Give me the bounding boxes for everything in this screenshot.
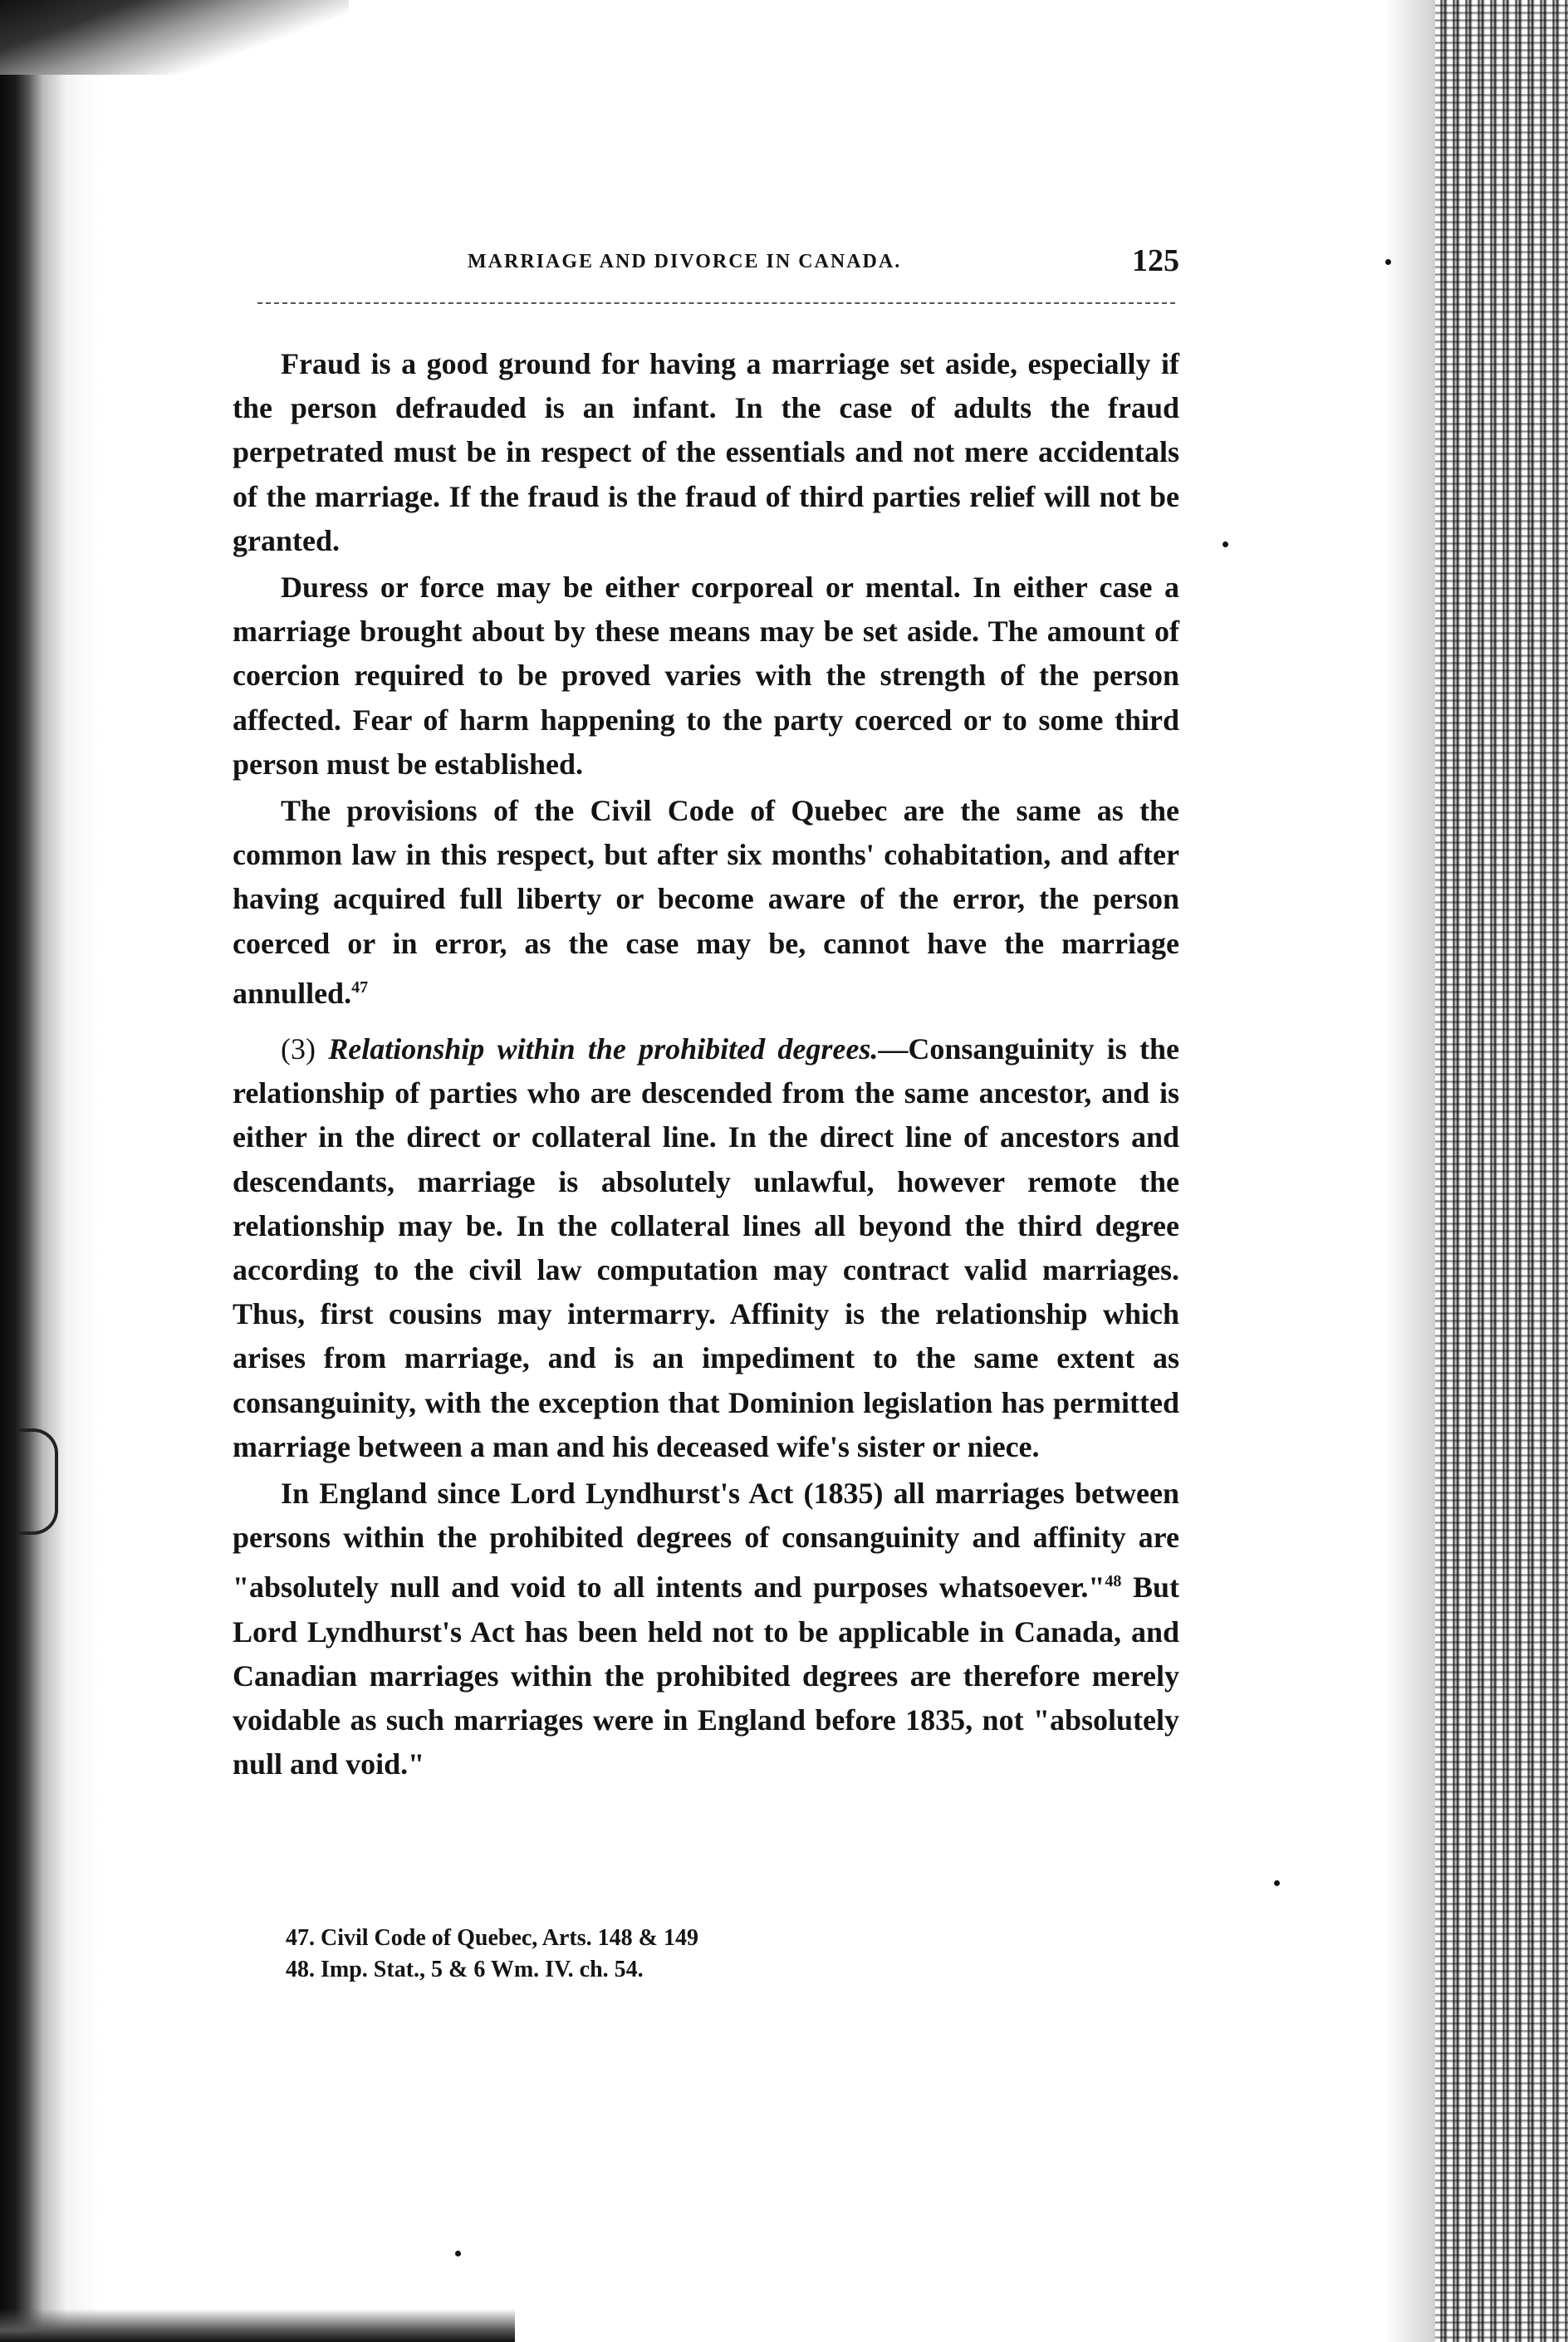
right-page-edges xyxy=(1435,0,1568,2342)
scan-speck xyxy=(1274,1880,1280,1886)
section-heading: Relationship within the prohibited degrees. xyxy=(328,1032,879,1066)
left-binding-corner xyxy=(0,0,349,75)
right-edge-shadow xyxy=(1385,0,1435,2342)
binding-clip-mark xyxy=(18,1428,58,1535)
scan-speck xyxy=(1223,541,1228,547)
paragraph-lyndhurst-act: In England since Lord Lyndhurst's Act (1835) all marriages between persons within the prohibited degrees of consanguinity and affinity are "absolutely null and void to all intents and purposes whatsoever."$^{48}$ But Lord Lyndhurst's Act has been held not to be applicable in Canada, and Canadian marriages within the prohibited degrees are therefore merely voidable as such marriages were in England before 1835, not "absolutely null and void." xyxy=(233,1477,1179,1781)
paragraph-fraud: Fraud is a good ground for having a marriage set aside, especially if the person defrauded is an infant. In the case of adults the fraud perpetrated must be in respect of the essentials and not mere accidentals of the marriage. If the fraud is the fraud of third parties relief will not be granted. xyxy=(233,347,1179,557)
running-header xyxy=(233,243,1179,284)
paragraph-civil-code: The provisions of the Civil Code of Quebec are the same as the common law in this respect, but after six months' cohabitation, and after having acquired full liberty or become aware of the error, the person coerced or in error, as the case may be, cannot have the marriage annulled.$^{47}$ xyxy=(233,794,1179,1010)
footnote-47: 47. Civil Code of Quebec, Arts. 148 & 149 xyxy=(286,1925,698,1951)
footnote-48: 48. Imp. Stat., 5 & 6 Wm. IV. ch. 54. xyxy=(286,1957,644,1982)
scan-speck xyxy=(455,2251,461,2256)
paragraph-duress: Duress or force may be either corporeal or mental. In either case a marriage brought about by these means may be set aside. The amount of coercion required to be proved varies with the strength of the person affected. Fear of harm happening to the party coerced or to some third person must be established. xyxy=(233,571,1179,781)
footnote-ref-48[interactable]: 48 xyxy=(1105,1572,1122,1591)
scan-speck xyxy=(1385,259,1391,265)
footnote-ref-47[interactable]: 47 xyxy=(351,977,369,997)
running-title: MARRIAGE AND DIVORCE IN CANADA. xyxy=(468,251,902,272)
body-text xyxy=(233,342,1179,1790)
left-binding-shadow xyxy=(0,0,100,2342)
page-number: 125 xyxy=(1132,243,1179,278)
section-number: (3) xyxy=(281,1032,316,1066)
bottom-binding-shadow xyxy=(0,2309,515,2342)
paragraph-prohibited-degrees: (3) Relationship within the prohibited degrees.—Consanguinity is the relationship of parties who are descended from the same ancestor, and is either in the direct or collateral line. In the direct line of ancestors and descendants, marriage is absolutely unlawful, however remote the relationship may be. In the collateral lines all beyond the third degree according to the civil law computation may contract valid marriages. Thus, first cousins may intermarry. Affinity is the relationship which arises from marriage, and is an impediment to the same extent as consanguinity, with the exception that Dominion legislation has permitted marriage between a man and his deceased wife's sister or niece. xyxy=(233,1032,1179,1463)
header-rule xyxy=(257,302,1175,304)
footnotes xyxy=(286,1923,1116,1986)
